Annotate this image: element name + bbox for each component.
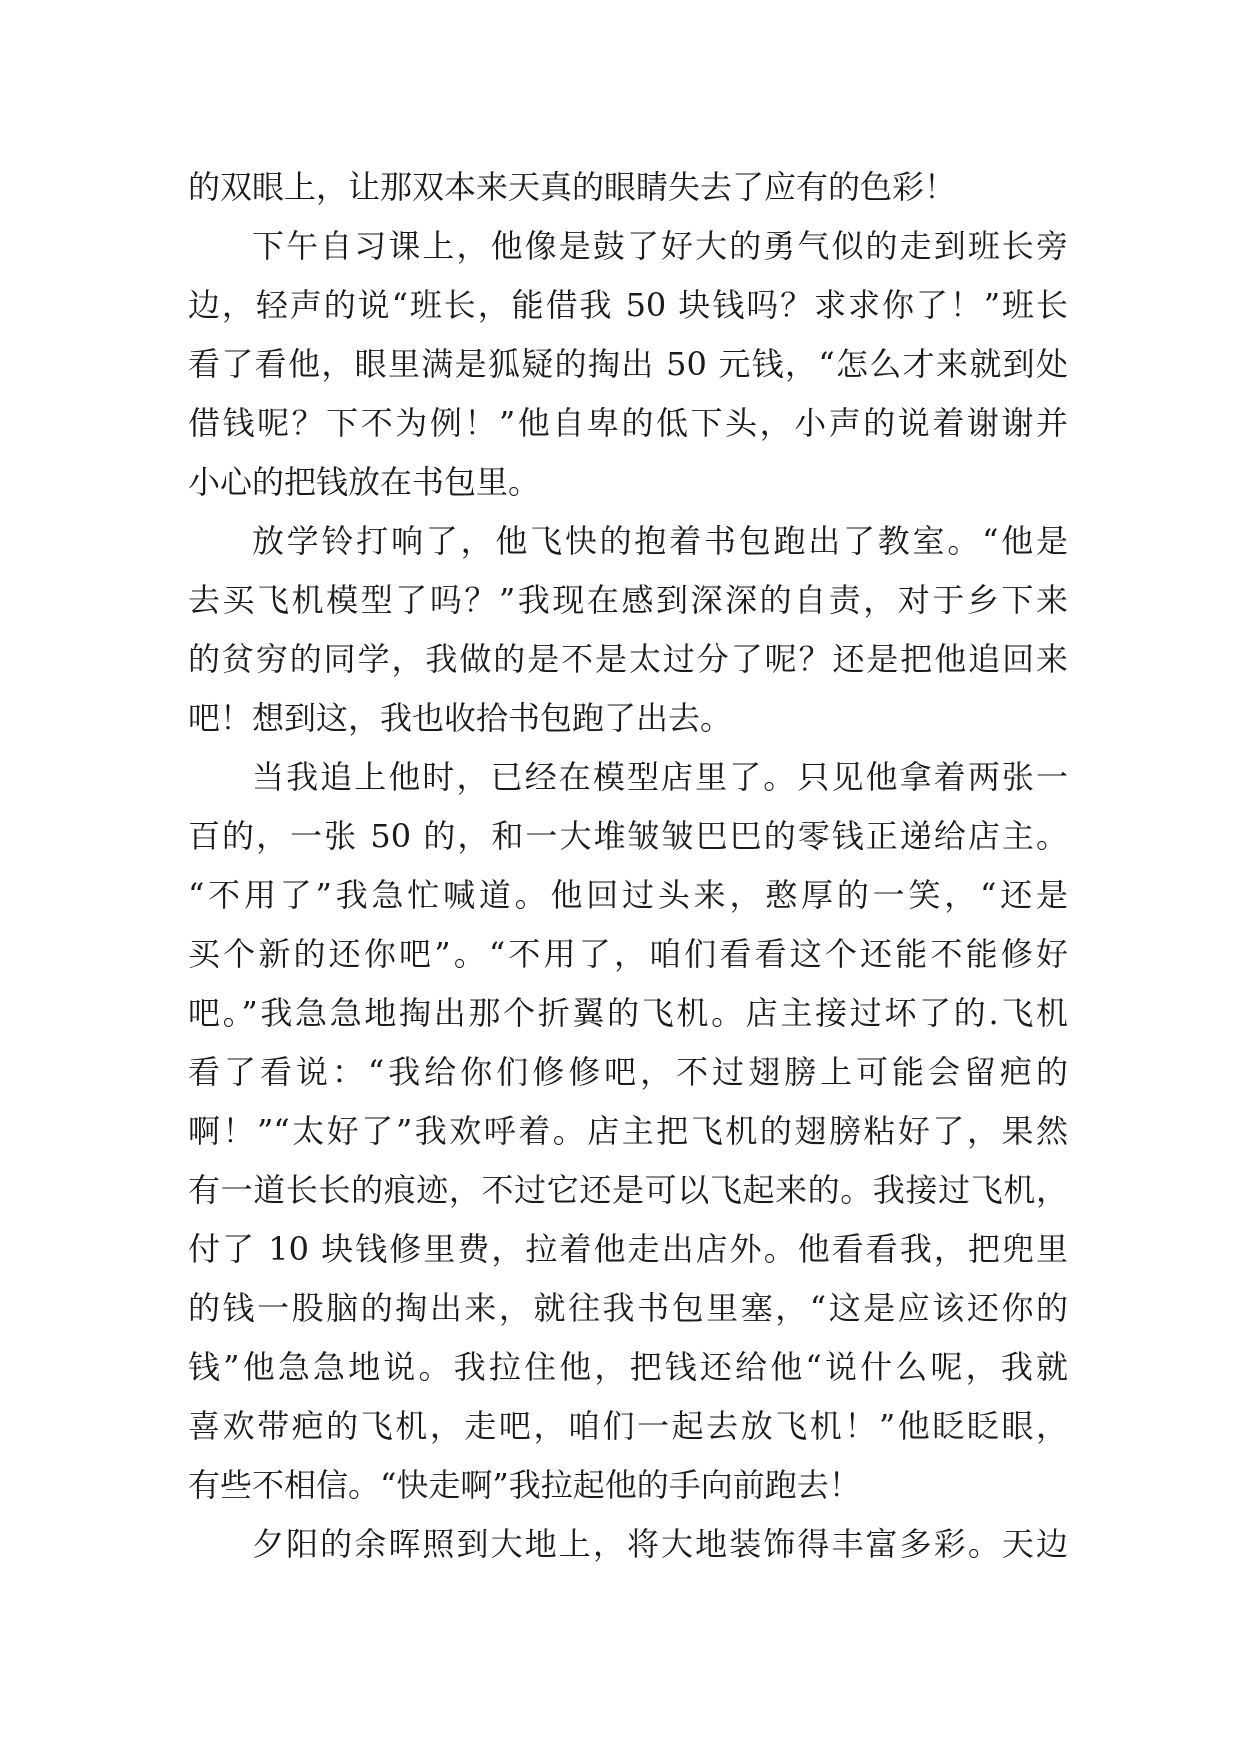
paragraph-line: “不用了”我急忙喊道。他回过头来，憨厚的一笑，“还是 bbox=[188, 876, 1068, 914]
paragraph-line: 借钱呢？下不为例！”他自卑的低下头，小声的说着谢谢并 bbox=[188, 404, 1068, 442]
paragraph-line: 的贫穷的同学，我做的是不是太过分了呢？还是把他追回来 bbox=[188, 640, 1068, 678]
paragraph-line: 有些不相信。“快走啊”我拉起他的手向前跑去！ bbox=[188, 1466, 861, 1504]
paragraph-line: 的钱一股脑的掏出来，就往我书包里塞，“这是应该还你的 bbox=[188, 1289, 1068, 1327]
paragraph-line: 喜欢带疤的飞机，走吧，咱们一起去放飞机！”他眨眨眼， bbox=[188, 1407, 1068, 1445]
paragraph-line: 付了 10 块钱修里费，拉着他走出店外。他看看我，把兜里 bbox=[188, 1230, 1068, 1268]
paragraph-line: 钱”他急急地说。我拉住他，把钱还给他“说什么呢，我就 bbox=[188, 1348, 1068, 1386]
paragraph-line: 下午自习课上，他像是鼓了好大的勇气似的走到班长旁 bbox=[252, 227, 1068, 265]
paragraph-line: 去买飞机模型了吗？”我现在感到深深的自责，对于乡下来 bbox=[188, 581, 1068, 619]
paragraph-line: 买个新的还你吧”。“不用了，咱们看看这个还能不能修好 bbox=[188, 935, 1068, 973]
paragraph-line: 啊！”“太好了”我欢呼着。店主把飞机的翅膀粘好了，果然 bbox=[188, 1112, 1068, 1150]
paragraph-line: 百的，一张 50 的，和一大堆皱皱巴巴的零钱正递给店主。 bbox=[188, 817, 1068, 855]
paragraph-line: 吧。”我急急地掏出那个折翼的飞机。店主接过坏了的.飞机 bbox=[188, 994, 1068, 1032]
paragraph-line: 看了看说：“我给你们修修吧，不过翅膀上可能会留疤的 bbox=[188, 1053, 1068, 1091]
body-text bbox=[188, 158, 1068, 1574]
paragraph-line: 夕阳的余晖照到大地上，将大地装饰得丰富多彩。天边 bbox=[252, 1525, 1068, 1563]
paragraph-line: 的双眼上，让那双本来天真的眼睛失去了应有的色彩！ bbox=[188, 168, 957, 206]
paragraph-line: 小心的把钱放在书包里。 bbox=[188, 463, 541, 501]
paragraph-line: 当我追上他时，已经在模型店里了。只见他拿着两张一 bbox=[252, 758, 1068, 796]
paragraph-line: 边，轻声的说“班长，能借我 50 块钱吗？求求你了！”班长 bbox=[188, 286, 1068, 324]
paragraph-line: 看了看他，眼里满是狐疑的掏出 50 元钱，“怎么才来就到处 bbox=[188, 345, 1068, 383]
paragraph-line: 吧！想到这，我也收拾书包跑了出去。 bbox=[188, 699, 733, 737]
paragraph-line: 放学铃打响了，他飞快的抱着书包跑出了教室。“他是 bbox=[252, 522, 1068, 560]
paragraph-line: 有一道长长的痕迹，不过它还是可以飞起来的。我接过飞机， bbox=[188, 1171, 1068, 1209]
